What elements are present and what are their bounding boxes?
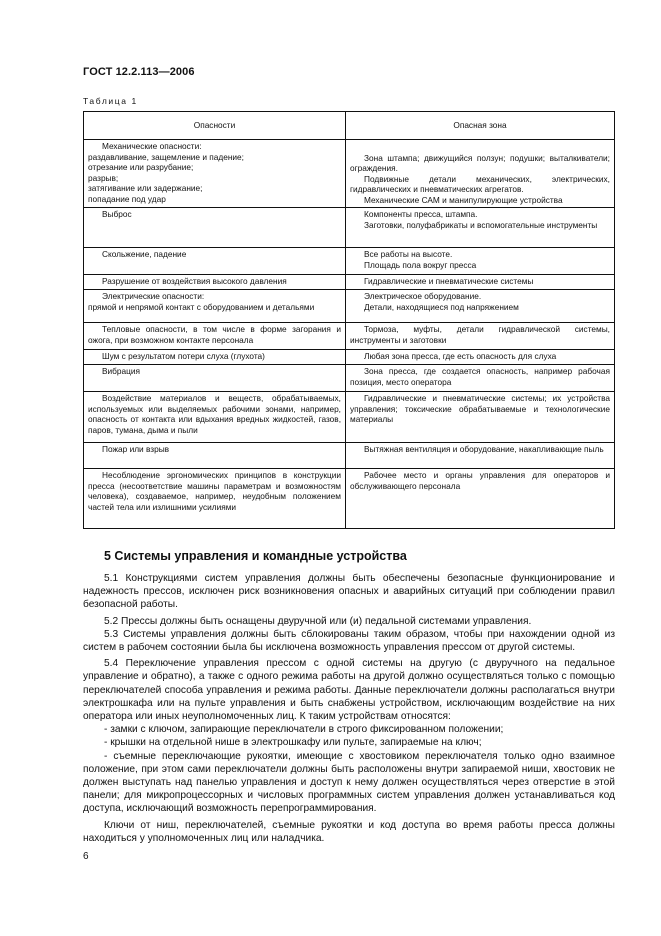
hazard-cell [84, 392, 346, 443]
hazard-text: Воздействие материалов и веществ, обрабатываемых, используемых или выделяемых рабочими зонами, например, опасность от контакта или вдыхания вредных жидкостей, газов, паров, тумана, дыма и пыли [88, 393, 341, 435]
hazard-text: Разрушение от воздействия высокого давления [102, 276, 287, 286]
list-item-handles: - съемные переключающие рукоятки, имеющие с хвостовиком переключателя только одно взаимное положение, при этом сами переключатели должны быть расположены внутри запираемой ниши, хвостовик не должен выступать над панелью управления и доступ к нему должен осуществляться через отверстие в этой панели; для микропроцессорных и числовых программных систем управления должен устанавливаться код доступа, исключающий возможность перепрограммирования. [83, 750, 615, 815]
hazard-cell [84, 140, 346, 208]
hazard-text: Несоблюдение эргономических принципов в конструкции пресса (несоответствие машины параметрам и возможностям человека), создаваемое, например, неудобным положением частей тела или излишними усилиями [88, 470, 341, 512]
table-row [84, 323, 615, 350]
hazard-text: Скольжение, падение [102, 249, 187, 259]
table-row [84, 469, 615, 529]
hazard-cell [84, 248, 346, 275]
hazard-text: Тепловые опасности, в том числе в форме загорания и ожога, при возможном контакте персонала [88, 324, 341, 345]
list-item-locks: - замки с ключом, запирающие переключатели в строго фиксированном положении; [104, 724, 504, 736]
table-header-row [84, 112, 615, 140]
hazard-text: попадание под удар [88, 193, 166, 204]
table-row [84, 443, 615, 469]
hazard-cell [84, 275, 346, 290]
hazard-cell [84, 469, 346, 529]
zone-cell [346, 275, 615, 290]
hazard-cell [84, 365, 346, 392]
hazards-table [83, 111, 615, 529]
table-caption: Таблица 1 [83, 96, 138, 106]
zone-cell [346, 248, 615, 275]
zone-text: Компоненты пресса, штампа. [364, 209, 478, 219]
zone-cell [346, 290, 615, 323]
hazard-text: разрыв; [88, 172, 119, 183]
zone-cell [346, 392, 615, 443]
hazard-text: отрезание или разрубание; [88, 162, 194, 172]
paragraph-5-1: 5.1 Конструкциями систем управления должны быть обеспечены безопасные функционирование и надежность прессов, исключен риск возникновения опасных и аварийных ситуаций при соблюдении правил безопасной работы. [83, 573, 615, 611]
page-number: 6 [83, 851, 89, 862]
zone-text: Все работы на высоте. [364, 249, 453, 259]
zone-cell [346, 350, 615, 365]
hazard-text: Выброс [102, 209, 132, 219]
hazard-text: Вибрация [102, 366, 141, 376]
zone-text: Тормоза, муфты, детали гидравлической системы, инструменты и заготовки [350, 324, 610, 345]
hazard-cell [84, 323, 346, 350]
table-row [84, 350, 615, 365]
column-header-hazards: Опасности [84, 112, 346, 140]
zone-text: Детали, находящиеся под напряжением [364, 301, 519, 312]
paragraph-5-4: 5.4 Переключение управления прессом с одной системы на другую (с двуручного на педальное управление и обратно), а также с одного режима работы на другой должно осуществляться только с помощью переключателей способа управления и режима работы. Данные переключатели должны располагаться внутри электрошкафа или на пульте управления и быть снабжены устройством, исключающим воздействие на них оператора или иных неуполномоченных лиц. К таким устройствам относятся: [83, 658, 615, 723]
table-row [84, 248, 615, 275]
section-title: 5 Системы управления и командные устройства [104, 549, 407, 563]
zone-text: Зона пресса, где создается опасность, например рабочая позиция, место оператора [350, 366, 610, 387]
zone-text: Гидравлические и пневматические системы [364, 276, 534, 286]
document-header: ГОСТ 12.2.113—2006 [83, 66, 195, 78]
zone-text: Любая зона пресса, где есть опасность для слуха [364, 351, 557, 361]
column-header-zone: Опасная зона [346, 112, 615, 140]
table-row [84, 140, 615, 208]
section-body [83, 572, 615, 845]
table-row [84, 208, 615, 248]
zone-text: Заготовки, полуфабрикаты и вспомогательные инструменты [364, 219, 598, 230]
table-row [84, 365, 615, 392]
table-row [84, 290, 615, 323]
zone-text: Вытяжная вентиляция и оборудование, накапливающие пыль [364, 444, 604, 454]
zone-text: Электрическое оборудование. [364, 291, 482, 301]
zone-cell [346, 140, 615, 208]
paragraph-5-2: 5.2 Прессы должны быть оснащены двуручной или (и) педальной системами управления. [104, 615, 532, 627]
hazard-text: Механические опасности: [102, 141, 202, 151]
zone-cell [346, 443, 615, 469]
zone-cell [346, 365, 615, 392]
hazard-text: Шум с результатом потери слуха (глухота) [102, 351, 265, 361]
hazard-text: прямой и непрямой контакт с оборудованием и детальями [88, 301, 315, 312]
table-row [84, 275, 615, 290]
zone-text: Площадь пола вокруг пресса [364, 259, 477, 270]
zone-text: Механические САМ и манипулирующие устройства [364, 194, 563, 205]
hazard-text: Электрические опасности: [102, 291, 205, 301]
zone-text: Рабочее место и органы управления для операторов и обслуживающего персонала [350, 470, 610, 491]
zone-cell [346, 208, 615, 248]
hazard-text: раздавливание, защемление и падение; [88, 151, 244, 162]
list-item-covers: - крышки на отдельной нише в электрошкафу или пульте, запираемые на ключ; [104, 737, 482, 749]
hazard-text: затягивание или задержание; [88, 183, 203, 193]
hazard-text: Пожар или взрыв [102, 444, 170, 454]
hazard-cell [84, 443, 346, 469]
hazard-cell [84, 290, 346, 323]
paragraph-keys: Ключи от ниш, переключателей, съемные рукоятки и код доступа во время работы пресса должны находиться у уполномоченных лиц или наладчика. [83, 819, 615, 844]
table-row [84, 392, 615, 443]
zone-cell [346, 469, 615, 529]
zone-cell [346, 323, 615, 350]
zone-text: Гидравлические и пневматические системы; их устройства управления; токсические обрабатываемые и технологические материалы [350, 393, 610, 424]
hazard-cell [84, 208, 346, 248]
zone-text: Подвижные детали механических, электрических, гидравлических и пневматических агрегатов. [350, 173, 610, 194]
paragraph-5-3: 5.3 Системы управления должны быть сблокированы таким образом, чтобы при нахождении одной из систем в рабочем состоянии была бы исключена возможность управления прессом от другой системы. [83, 628, 615, 654]
zone-text: Зона штампа; движущийся ползун; подушки; выталкиватели; ограждения. [350, 152, 610, 173]
hazard-cell [84, 350, 346, 365]
